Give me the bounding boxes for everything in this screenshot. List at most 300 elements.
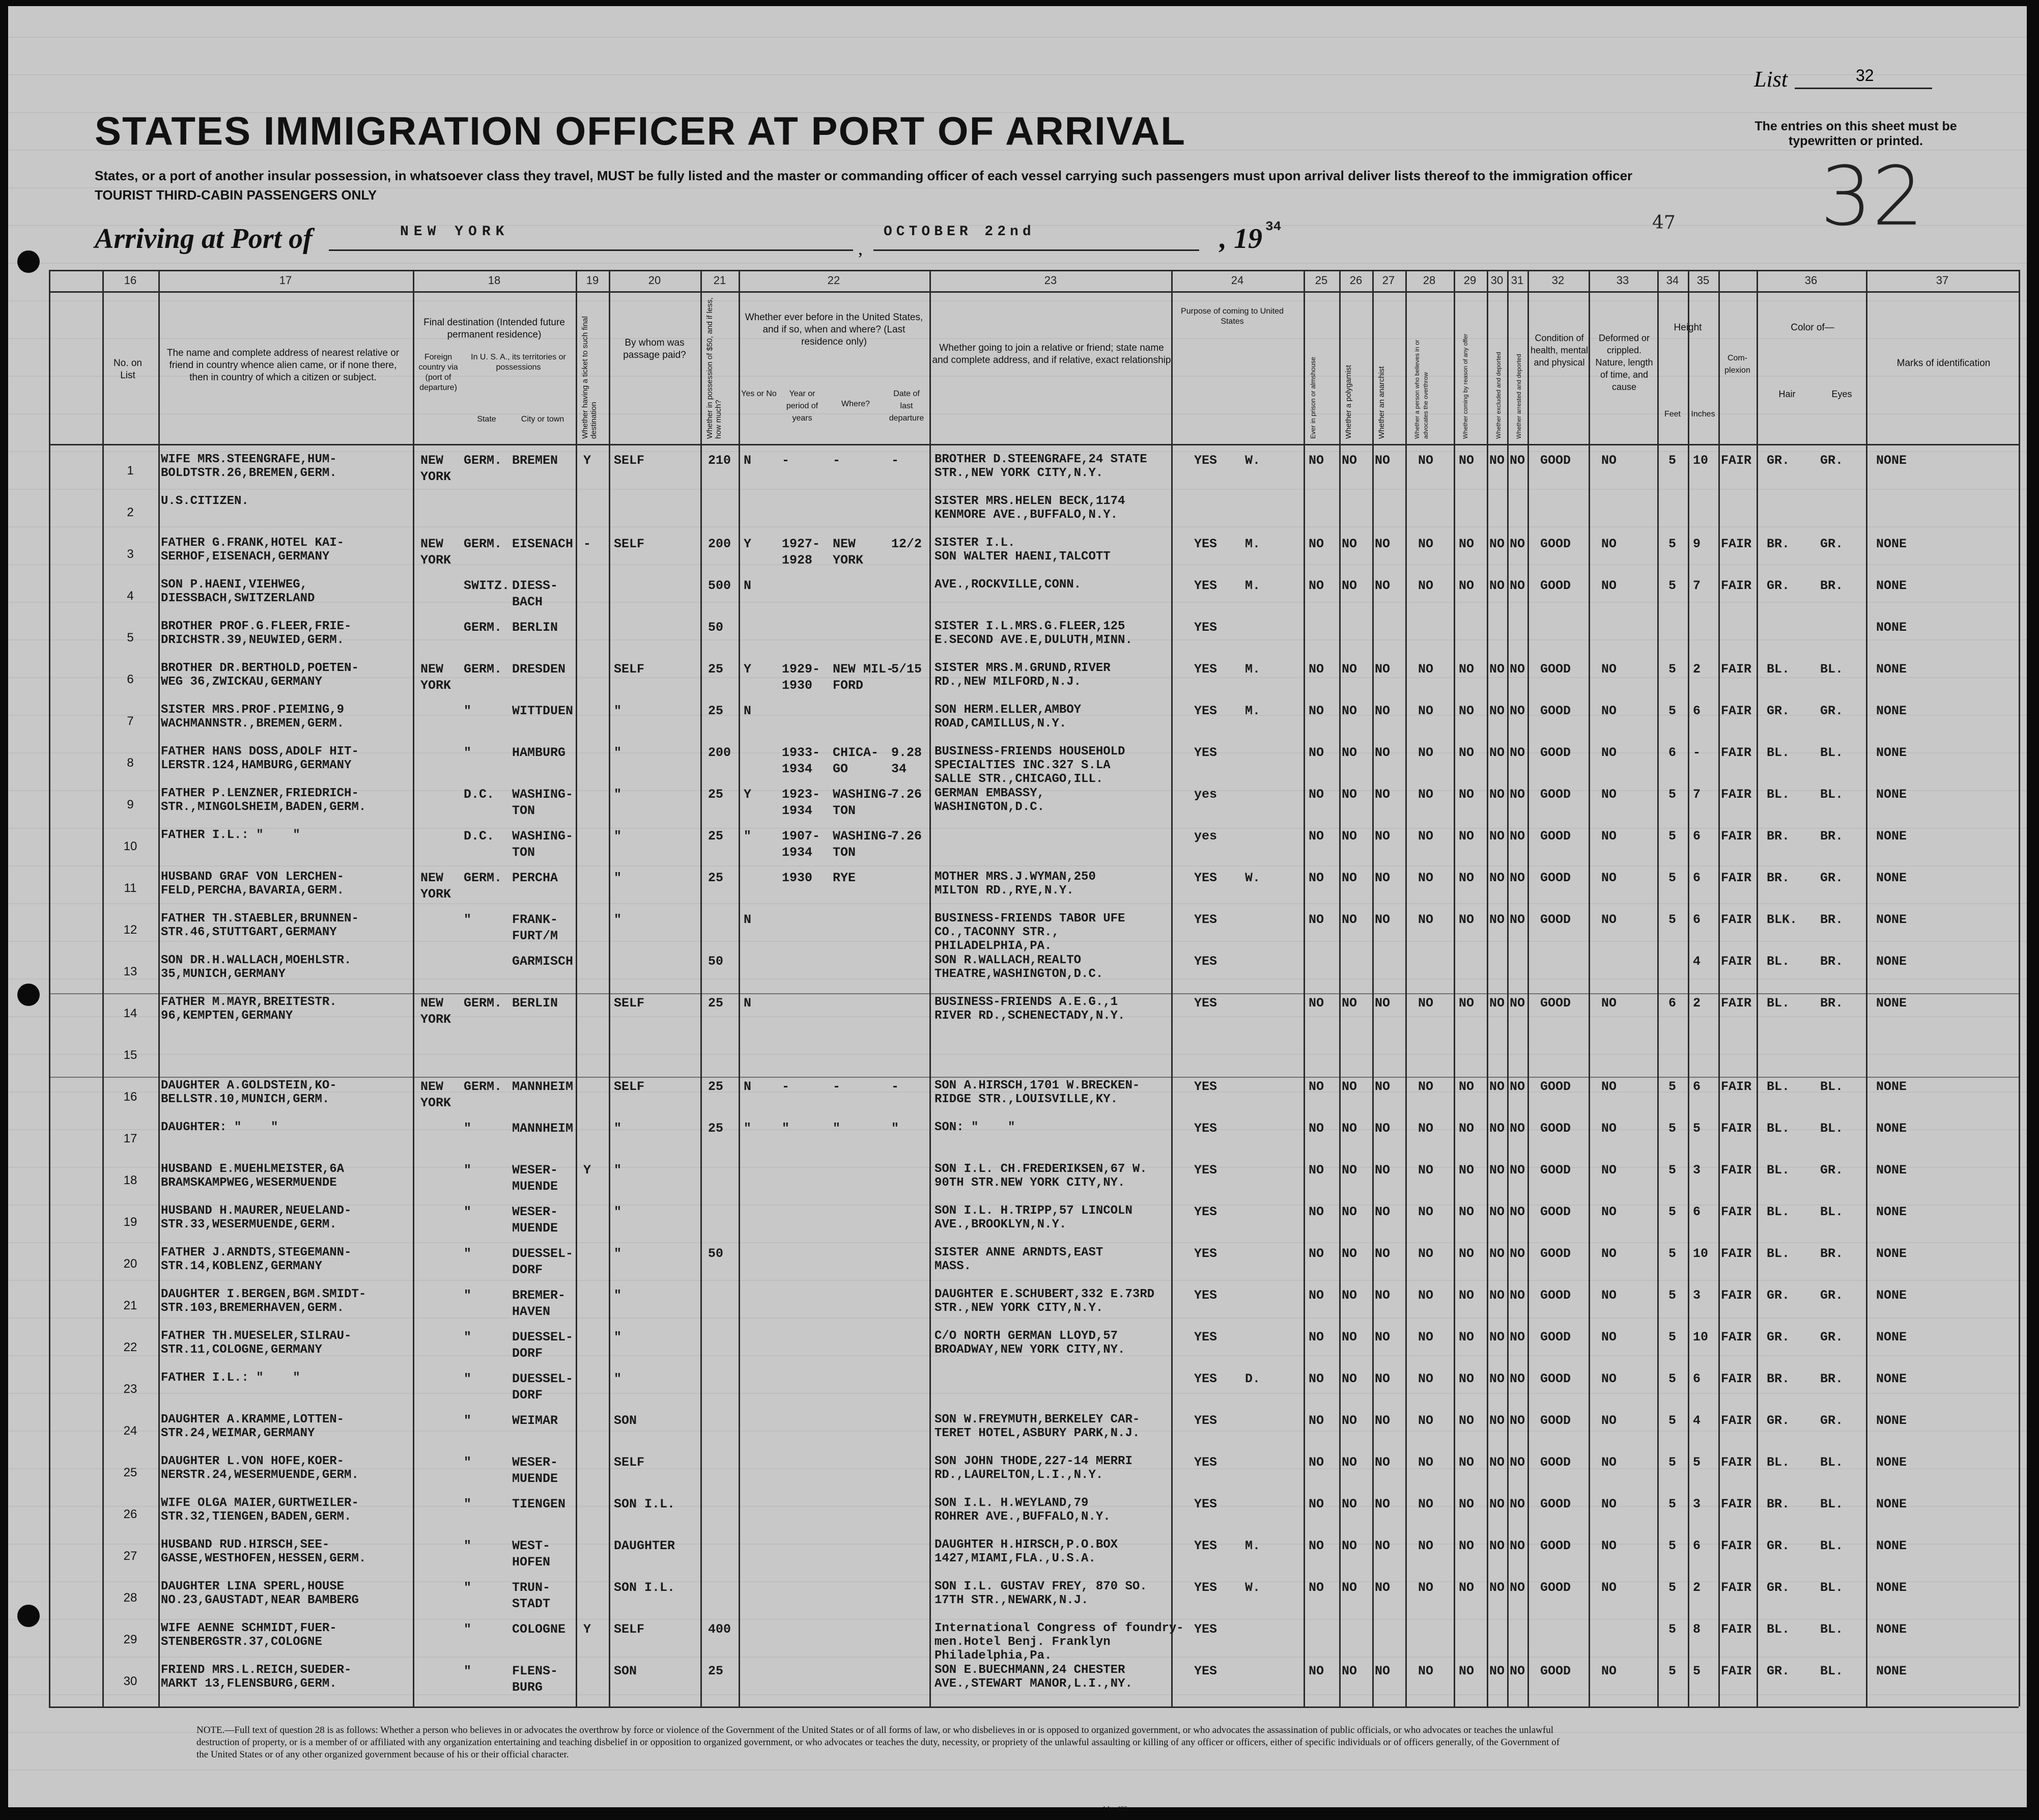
- health-cell: GOOD: [1540, 662, 1571, 677]
- row-number: 23: [123, 1382, 137, 1396]
- q31-cell: NO: [1510, 745, 1525, 760]
- hair-cell: BR.: [1767, 871, 1790, 885]
- eyes-cell: BL.: [1820, 745, 1844, 760]
- hair-cell: BL.: [1767, 745, 1790, 760]
- inches-cell: 6: [1693, 1538, 1701, 1553]
- health-cell: GOOD: [1540, 1413, 1571, 1428]
- hair-cell: GR.: [1767, 1580, 1790, 1595]
- purpose-cell: YES: [1194, 1163, 1217, 1178]
- eyes-cell: GR.: [1820, 453, 1844, 468]
- city-cell: WASHING- TON: [512, 787, 574, 818]
- money-cell: 500: [708, 578, 731, 593]
- purpose-code-cell: M.: [1245, 537, 1261, 551]
- marks-cell: NONE: [1876, 912, 1907, 927]
- handwritten-47: 47: [1652, 212, 1676, 233]
- anarchist-cell: NO: [1375, 1246, 1391, 1261]
- colhead-joining: Whether going to join a relative or friend; state name and complete address, and if relative, exact relationship: [932, 343, 1171, 366]
- city-cell: MANNHEIM: [512, 1121, 574, 1136]
- ticket-cell: Y: [583, 1163, 591, 1178]
- deformed-cell: NO: [1601, 1664, 1617, 1678]
- column-number: 18: [488, 274, 501, 287]
- deformed-cell: NO: [1601, 1371, 1617, 1386]
- form-number-footer: 14—480: [1102, 1805, 1127, 1813]
- polygamist-cell: NO: [1342, 1371, 1357, 1386]
- paid-by-cell: SELF: [614, 662, 645, 677]
- q30-cell: NO: [1489, 1330, 1505, 1345]
- joining-cell: SISTER MRS.M.GRUND,RIVER RD.,NEW MILFORD,N.J.: [934, 661, 1111, 689]
- row-number: 2: [127, 506, 134, 519]
- feet-cell: 5: [1668, 1538, 1677, 1553]
- purpose-code-cell: M.: [1245, 704, 1261, 718]
- state-cell: D.C.: [464, 787, 495, 802]
- health-cell: GOOD: [1540, 1371, 1571, 1386]
- deformed-cell: NO: [1601, 1246, 1617, 1261]
- q31-cell: NO: [1510, 1288, 1525, 1303]
- q30-cell: NO: [1489, 1497, 1505, 1511]
- column-rule: [1304, 270, 1305, 1706]
- foreign-port-cell: NEW YORK: [420, 453, 451, 484]
- money-cell: 25: [708, 704, 724, 718]
- city-cell: DUESSEL- DORF: [512, 1330, 574, 1361]
- q25-cell: NO: [1309, 1497, 1324, 1511]
- where-cell: ": [833, 1121, 841, 1136]
- q31-cell: NO: [1510, 1163, 1525, 1178]
- paid-by-cell: DAUGHTER: [614, 1538, 675, 1553]
- q29-cell: NO: [1459, 787, 1475, 802]
- health-cell: GOOD: [1540, 1664, 1571, 1678]
- deformed-cell: NO: [1601, 1205, 1617, 1219]
- column-rule: [609, 270, 610, 1706]
- deformed-cell: NO: [1601, 662, 1617, 677]
- purpose-cell: YES: [1194, 704, 1217, 718]
- q30-cell: NO: [1489, 1371, 1505, 1386]
- q29-cell: NO: [1459, 745, 1475, 760]
- purpose-cell: YES: [1194, 745, 1217, 760]
- eyes-cell: GR.: [1820, 704, 1844, 718]
- column-number: 16: [124, 274, 137, 287]
- polygamist-cell: NO: [1342, 829, 1357, 844]
- state-cell: ": [464, 1497, 472, 1511]
- years-cell: 1923- 1934: [782, 787, 820, 818]
- ticket-cell: -: [583, 537, 591, 551]
- q29-cell: NO: [1459, 578, 1475, 593]
- health-cell: GOOD: [1540, 1288, 1571, 1303]
- relative-cell: SON P.HAENI,VIEHWEG, DIESSBACH,SWITZERLAND: [161, 578, 315, 605]
- money-cell: 25: [708, 996, 724, 1011]
- city-cell: PERCHA: [512, 871, 558, 885]
- city-cell: DRESDEN: [512, 662, 566, 677]
- feet-cell: 5: [1668, 1205, 1677, 1219]
- colhead-final-dest: Final destination (Intended future permanent residence): [423, 317, 565, 340]
- departure-cell: ": [891, 1121, 899, 1136]
- column-number: 37: [1936, 274, 1949, 287]
- row-number: 28: [123, 1591, 137, 1605]
- state-cell: ": [464, 704, 472, 718]
- state-cell: ": [464, 1371, 472, 1386]
- complexion-cell: FAIR: [1721, 787, 1752, 802]
- paid-by-cell: ": [614, 829, 622, 844]
- marks-cell: NONE: [1876, 1622, 1907, 1637]
- inches-cell: 5: [1693, 1664, 1701, 1678]
- marks-cell: NONE: [1876, 1455, 1907, 1470]
- q29-cell: NO: [1459, 1121, 1475, 1136]
- hair-cell: BL.: [1767, 1163, 1790, 1178]
- port-underline: [329, 249, 853, 251]
- q30-cell: NO: [1489, 1664, 1505, 1678]
- health-cell: GOOD: [1540, 1163, 1571, 1178]
- purpose-cell: YES: [1194, 662, 1217, 677]
- eyes-cell: BL.: [1820, 1455, 1844, 1470]
- q30-cell: NO: [1489, 1413, 1505, 1428]
- column-number: 21: [713, 274, 726, 287]
- hair-cell: GR.: [1767, 1330, 1790, 1345]
- purpose-code-cell: M.: [1245, 662, 1261, 677]
- q29-cell: NO: [1459, 912, 1475, 927]
- relative-cell: HUSBAND H.MAURER,NEUELAND- STR.33,WESERMUENDE,GERM.: [161, 1204, 352, 1231]
- health-cell: GOOD: [1540, 829, 1571, 844]
- comma: ,: [858, 238, 863, 259]
- hair-cell: BL.: [1767, 1205, 1790, 1219]
- city-cell: MANNHEIM: [512, 1079, 574, 1094]
- joining-cell: SON E.BUECHMANN,24 CHESTER AVE.,STEWART MANOR,L.I.,NY.: [934, 1663, 1132, 1691]
- inches-cell: 5: [1693, 1455, 1701, 1470]
- years-cell: 1907- 1934: [782, 829, 820, 860]
- state-cell: ": [464, 1622, 472, 1637]
- departure-cell: 12/2: [891, 537, 922, 551]
- polygamist-cell: NO: [1342, 704, 1357, 718]
- eyes-cell: BL.: [1820, 662, 1844, 677]
- column-rule: [1718, 270, 1720, 1706]
- q28-cell: NO: [1418, 787, 1434, 802]
- colhead-marks: Marks of identification: [1896, 358, 1991, 369]
- polygamist-cell: NO: [1342, 1664, 1357, 1678]
- column-number: 30: [1490, 274, 1504, 287]
- anarchist-cell: NO: [1375, 453, 1391, 468]
- state-cell: GERM.: [464, 871, 502, 885]
- complexion-cell: FAIR: [1721, 829, 1752, 844]
- arriving-label: Arriving at Port of: [95, 223, 313, 255]
- anarchist-cell: NO: [1375, 1413, 1391, 1428]
- hair-cell: BL.: [1767, 662, 1790, 677]
- column-number: 25: [1315, 274, 1328, 287]
- marks-cell: NONE: [1876, 1413, 1907, 1428]
- feet-cell: 5: [1668, 1455, 1677, 1470]
- inches-cell: 4: [1693, 1413, 1701, 1428]
- q25-cell: NO: [1309, 1079, 1324, 1094]
- row-number: 11: [124, 881, 137, 895]
- polygamist-cell: NO: [1342, 871, 1357, 885]
- relative-cell: SISTER MRS.PROF.PIEMING,9 WACHMANNSTR.,BREMEN,GERM.: [161, 703, 345, 731]
- row-number: 1: [127, 464, 134, 478]
- purpose-cell: YES: [1194, 1288, 1217, 1303]
- city-cell: DIESS- BACH: [512, 578, 558, 609]
- joining-cell: C/O NORTH GERMAN LLOYD,57 BROADWAY,NEW YORK CITY,NY.: [934, 1329, 1125, 1357]
- marks-cell: NONE: [1876, 996, 1907, 1011]
- q30-cell: NO: [1489, 578, 1505, 593]
- q29-cell: NO: [1459, 1079, 1475, 1094]
- state-cell: ": [464, 1121, 472, 1136]
- purpose-cell: YES: [1194, 537, 1217, 551]
- complexion-cell: FAIR: [1721, 745, 1752, 760]
- q29-cell: NO: [1459, 871, 1475, 885]
- foreign-port-cell: NEW YORK: [420, 871, 451, 902]
- year-suffix: 34: [1265, 219, 1282, 234]
- column-rule: [1487, 270, 1488, 1706]
- q29-cell: NO: [1459, 1538, 1475, 1553]
- polygamist-cell: NO: [1342, 1497, 1357, 1511]
- eyes-cell: BL.: [1820, 1538, 1844, 1553]
- q31-cell: NO: [1510, 1664, 1525, 1678]
- where-cell: WASHING- TON: [833, 787, 894, 818]
- feet-cell: 6: [1668, 996, 1677, 1011]
- joining-cell: BUSINESS-FRIENDS HOUSEHOLD SPECIALTIES INC.327 S.LA SALLE STR.,CHICAGO,ILL.: [934, 745, 1125, 786]
- paid-by-cell: ": [614, 912, 622, 927]
- before-yn-cell: N: [744, 996, 752, 1011]
- q30-cell: NO: [1489, 829, 1505, 844]
- paid-by-cell: ": [614, 871, 622, 885]
- q28-cell: NO: [1418, 1163, 1434, 1178]
- q29-cell: NO: [1459, 1246, 1475, 1261]
- column-number: 20: [648, 274, 661, 287]
- joining-cell: BROTHER D.STEENGRAFE,24 STATE STR.,NEW YORK CITY,N.Y.: [934, 453, 1147, 480]
- eyes-cell: BL.: [1820, 1497, 1844, 1511]
- q30-cell: NO: [1489, 912, 1505, 927]
- joining-cell: GERMAN EMBASSY, WASHINGTON,D.C.: [934, 787, 1045, 814]
- inches-cell: 3: [1693, 1288, 1701, 1303]
- complexion-cell: FAIR: [1721, 1288, 1752, 1303]
- q28-cell: NO: [1418, 662, 1434, 677]
- hair-cell: BL.: [1767, 787, 1790, 802]
- column-number: 26: [1349, 274, 1363, 287]
- state-cell: ": [464, 1288, 472, 1303]
- feet-cell: 5: [1668, 1580, 1677, 1595]
- inches-cell: 2: [1693, 1580, 1701, 1595]
- anarchist-cell: NO: [1375, 1205, 1391, 1219]
- q25-cell: NO: [1309, 1580, 1324, 1595]
- q31-cell: NO: [1510, 537, 1525, 551]
- colhead-color: Color of—: [1791, 322, 1834, 333]
- q31-cell: NO: [1510, 1246, 1525, 1261]
- complexion-cell: FAIR: [1721, 871, 1752, 885]
- colhead-foreign: Foreign country via (port of departure): [418, 353, 458, 392]
- q28-cell: NO: [1418, 1079, 1434, 1094]
- money-cell: 50: [708, 954, 724, 969]
- list-underline: [1795, 88, 1932, 89]
- purpose-code-cell: M.: [1245, 1538, 1261, 1553]
- deformed-cell: NO: [1601, 871, 1617, 885]
- inches-cell: -: [1693, 745, 1701, 760]
- purpose-code-cell: M.: [1245, 578, 1261, 593]
- column-rule: [700, 270, 702, 1706]
- q29-cell: NO: [1459, 996, 1475, 1011]
- paid-by-cell: SELF: [614, 1079, 645, 1094]
- row-number: 15: [123, 1048, 137, 1062]
- complexion-cell: FAIR: [1721, 537, 1752, 551]
- departure-cell: -: [891, 453, 899, 468]
- complexion-cell: FAIR: [1721, 1580, 1752, 1595]
- years-cell: 1933- 1934: [782, 745, 820, 776]
- q30-cell: NO: [1489, 1455, 1505, 1470]
- money-cell: 210: [708, 453, 731, 468]
- anarchist-cell: NO: [1375, 871, 1391, 885]
- complexion-cell: FAIR: [1721, 1163, 1752, 1178]
- health-cell: GOOD: [1540, 787, 1571, 802]
- row-divider: [49, 993, 2019, 994]
- purpose-cell: YES: [1194, 1622, 1217, 1637]
- marks-cell: NONE: [1876, 1497, 1907, 1511]
- q29-cell: NO: [1459, 704, 1475, 718]
- purpose-cell: YES: [1194, 1246, 1217, 1261]
- q31-cell: NO: [1510, 787, 1525, 802]
- q28-cell: NO: [1418, 1538, 1434, 1553]
- marks-cell: NONE: [1876, 1371, 1907, 1386]
- purpose-code-cell: W.: [1245, 1580, 1261, 1595]
- feet-cell: 5: [1668, 662, 1677, 677]
- colhead-date: Date of last departure: [889, 389, 924, 423]
- q25-cell: NO: [1309, 704, 1324, 718]
- foreign-port-cell: NEW YORK: [420, 662, 451, 693]
- state-cell: ": [464, 1455, 472, 1470]
- relative-cell: DAUGHTER A.GOLDSTEIN,KO- BELLSTR.10,MUNICH,GERM.: [161, 1079, 337, 1106]
- inches-cell: 6: [1693, 871, 1701, 885]
- complexion-cell: FAIR: [1721, 1371, 1752, 1386]
- q31-cell: NO: [1510, 871, 1525, 885]
- joining-cell: SON: " ": [934, 1121, 1015, 1134]
- foreign-port-cell: NEW YORK: [420, 537, 451, 568]
- state-cell: ": [464, 912, 472, 927]
- before-yn-cell: Y: [744, 662, 752, 677]
- relative-cell: WIFE MRS.STEENGRAFE,HUM- BOLDTSTR.26,BREMEN,GERM.: [161, 453, 337, 480]
- joining-cell: SON I.L. H.TRIPP,57 LINCOLN AVE.,BROOKLYN,N.Y.: [934, 1204, 1132, 1231]
- paid-by-cell: ": [614, 787, 622, 802]
- row-number: 18: [123, 1173, 137, 1187]
- column-rule: [1372, 270, 1374, 1706]
- purpose-code-cell: W.: [1245, 453, 1261, 468]
- where-cell: CHICA- GO: [833, 745, 879, 776]
- deformed-cell: NO: [1601, 1580, 1617, 1595]
- inches-cell: 2: [1693, 662, 1701, 677]
- q29-cell: NO: [1459, 537, 1475, 551]
- punch-hole: [17, 984, 40, 1006]
- city-cell: WESER- MUENDE: [512, 1205, 558, 1236]
- where-cell: RYE: [833, 871, 856, 885]
- money-cell: 200: [708, 745, 731, 760]
- polygamist-cell: NO: [1342, 453, 1357, 468]
- marks-cell: NONE: [1876, 1246, 1907, 1261]
- eyes-cell: GR.: [1820, 537, 1844, 551]
- relative-cell: FATHER M.MAYR,BREITESTR. 96,KEMPTEN,GERMANY: [161, 995, 337, 1023]
- rule-top: [49, 270, 2019, 271]
- q28-cell: NO: [1418, 1330, 1434, 1345]
- polygamist-cell: NO: [1342, 1205, 1357, 1219]
- marks-cell: NONE: [1876, 829, 1907, 844]
- purpose-cell: yes: [1194, 787, 1217, 802]
- column-rule: [1171, 270, 1173, 1706]
- colhead-eyes: Eyes: [1831, 389, 1852, 399]
- relative-cell: WIFE AENNE SCHMIDT,FUER- STENBERGSTR.37,COLOGNE: [161, 1621, 337, 1649]
- polygamist-cell: NO: [1342, 1413, 1357, 1428]
- q29-cell: NO: [1459, 829, 1475, 844]
- row-number: 21: [123, 1299, 137, 1312]
- complexion-cell: FAIR: [1721, 1079, 1752, 1094]
- state-cell: GERM.: [464, 996, 502, 1011]
- state-cell: ": [464, 1246, 472, 1261]
- anarchist-cell: NO: [1375, 1163, 1391, 1178]
- health-cell: GOOD: [1540, 1580, 1571, 1595]
- hair-cell: GR.: [1767, 1413, 1790, 1428]
- q25-cell: NO: [1309, 745, 1324, 760]
- city-cell: WITTDUEN: [512, 704, 574, 718]
- deformed-cell: NO: [1601, 745, 1617, 760]
- where-cell: NEW YORK: [833, 537, 864, 568]
- q31-cell: NO: [1510, 996, 1525, 1011]
- row-number: 3: [127, 547, 134, 561]
- complexion-cell: FAIR: [1721, 1121, 1752, 1136]
- joining-cell: AVE.,ROCKVILLE,CONN.: [934, 578, 1082, 592]
- hair-cell: BL.: [1767, 1622, 1790, 1637]
- marks-cell: NONE: [1876, 1330, 1907, 1345]
- paid-by-cell: ": [614, 1205, 622, 1219]
- joining-cell: DAUGHTER H.HIRSCH,P.O.BOX 1427,MIAMI,FLA.,U.S.A.: [934, 1538, 1118, 1565]
- q25-cell: NO: [1309, 537, 1324, 551]
- purpose-cell: YES: [1194, 1455, 1217, 1470]
- purpose-cell: YES: [1194, 1664, 1217, 1678]
- relative-cell: HUSBAND GRAF VON LERCHEN- FELD,PERCHA,BAVARIA,GERM.: [161, 870, 345, 898]
- eyes-cell: BL.: [1820, 1580, 1844, 1595]
- city-cell: BREMEN: [512, 453, 558, 468]
- relative-cell: FATHER I.L.: " ": [161, 1371, 300, 1385]
- eyes-cell: BL.: [1820, 1205, 1844, 1219]
- q29-cell: NO: [1459, 1288, 1475, 1303]
- typed-note: The entries on this sheet must be typewritten or printed.: [1754, 119, 1957, 148]
- health-cell: GOOD: [1540, 912, 1571, 927]
- row-number: 16: [123, 1090, 137, 1104]
- polygamist-cell: NO: [1342, 1163, 1357, 1178]
- city-cell: BERLIN: [512, 996, 558, 1011]
- q28-cell: NO: [1418, 745, 1434, 760]
- departure-cell: 7.26: [891, 787, 922, 802]
- before-yn-cell: Y: [744, 537, 752, 551]
- ticket-cell: Y: [583, 453, 591, 468]
- page-title: STATES IMMIGRATION OFFICER AT PORT OF ARRIVAL: [95, 108, 1186, 153]
- relative-cell: DAUGHTER L.VON HOFE,KOER- NERSTR.24,WESERMUENDE,GERM.: [161, 1454, 359, 1482]
- health-cell: GOOD: [1540, 745, 1571, 760]
- feet-cell: 6: [1668, 745, 1677, 760]
- q28-cell: NO: [1418, 704, 1434, 718]
- paid-by-cell: ": [614, 1163, 622, 1178]
- polygamist-cell: NO: [1342, 787, 1357, 802]
- departure-cell: 5/15: [891, 662, 922, 677]
- money-cell: 25: [708, 829, 724, 844]
- eyes-cell: BR.: [1820, 996, 1844, 1011]
- year-prefix: , 19: [1220, 223, 1262, 255]
- q25-cell: NO: [1309, 912, 1324, 927]
- header-subtitle: TOURIST THIRD-CABIN PASSENGERS ONLY: [95, 187, 377, 203]
- deformed-cell: NO: [1601, 1413, 1617, 1428]
- complexion-cell: FAIR: [1721, 1538, 1752, 1553]
- relative-cell: DAUGHTER A.KRAMME,LOTTEN- STR.24,WEIMAR,GERMANY: [161, 1413, 345, 1440]
- eyes-cell: GR.: [1820, 1163, 1844, 1178]
- q25-cell: NO: [1309, 1121, 1324, 1136]
- eyes-cell: BR.: [1820, 829, 1844, 844]
- feet-cell: 5: [1668, 453, 1677, 468]
- paid-by-cell: ": [614, 1330, 622, 1345]
- health-cell: GOOD: [1540, 578, 1571, 593]
- column-rule: [1405, 270, 1407, 1706]
- deformed-cell: NO: [1601, 1538, 1617, 1553]
- paid-by-cell: SON I.L.: [614, 1497, 675, 1511]
- deformed-cell: NO: [1601, 787, 1617, 802]
